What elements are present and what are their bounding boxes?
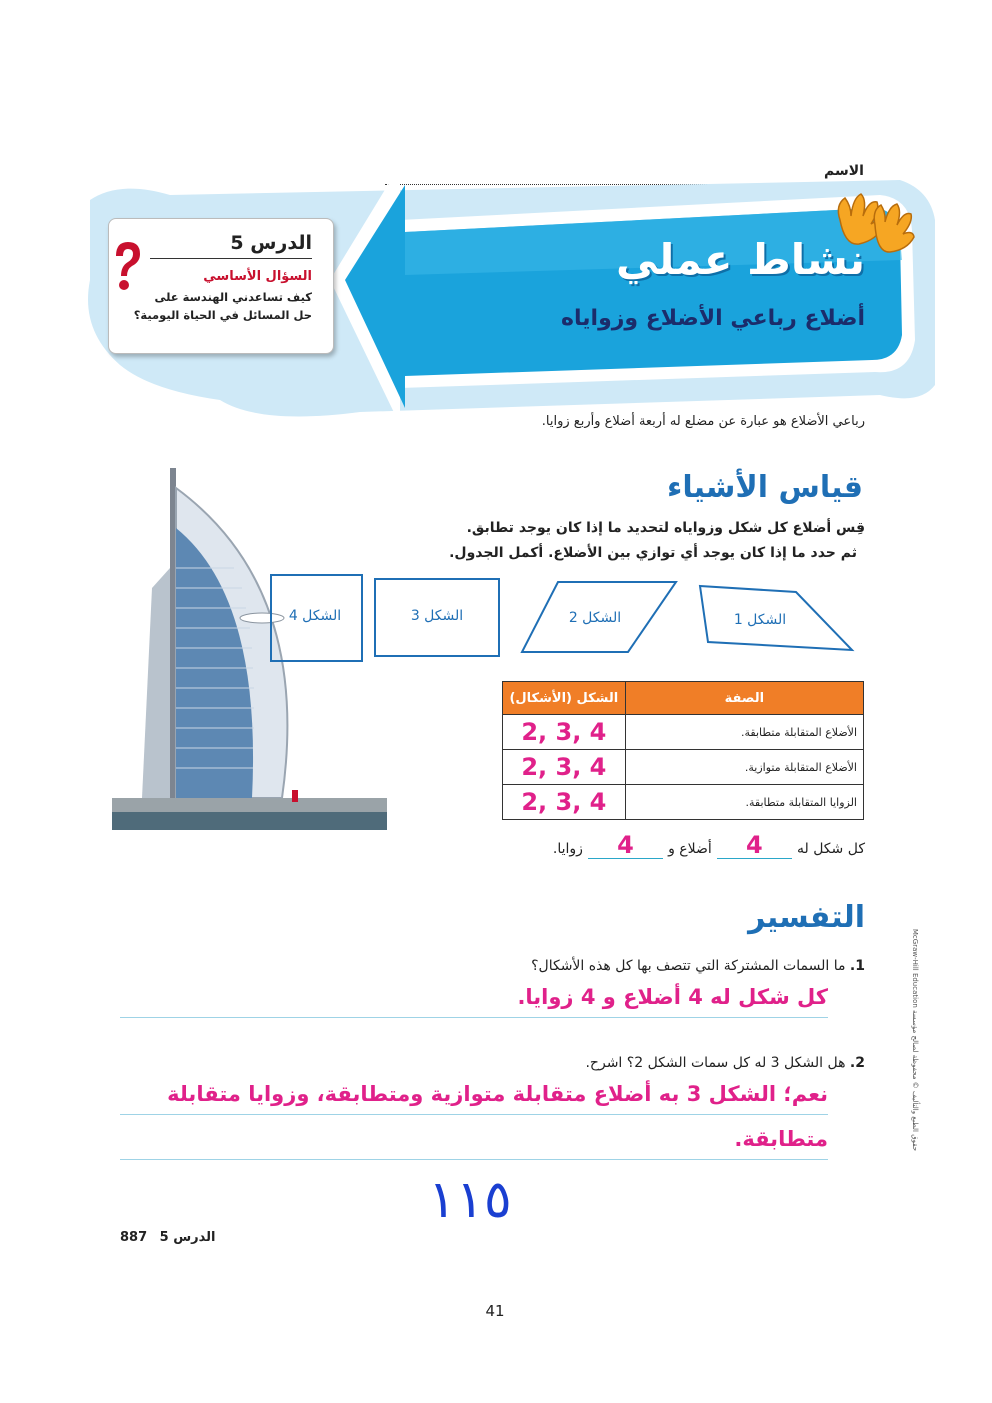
- row-1-answer[interactable]: 2, 3, 4: [503, 715, 626, 750]
- properties-table: [502, 681, 864, 820]
- sentence-answer2[interactable]: 4: [588, 832, 663, 859]
- sentence-answer1[interactable]: 4: [717, 832, 792, 859]
- row-3-property: الزوايا المتقابلة متطابقة.: [625, 785, 863, 820]
- shape-4-label: الشكل 4: [288, 608, 342, 624]
- header-shapes: الشكل (الأشكال): [503, 682, 626, 715]
- essential-question-line1: كيف تساعدني الهندسة على: [154, 290, 312, 304]
- instruction-line1: قِس أضلاع كل شكل وزواياه لتحديد ما إذا كان يوجد تطابق.: [466, 520, 865, 536]
- copyright-text: حقوق الطبع والتأليف © محفوظة لصالح مؤسسة McGraw-Hill Education: [911, 928, 919, 1152]
- answer-1[interactable]: كل شكل له 4 أضلاع و 4 زوايا.: [120, 985, 828, 1018]
- row-2-property: الأضلاع المتقابلة متوازية.: [625, 750, 863, 785]
- shape-3-label: الشكل 3: [410, 608, 464, 624]
- question-2-number: 2.: [849, 1055, 865, 1071]
- row-1-property: الأضلاع المتقابلة متطابقة.: [625, 715, 863, 750]
- section-heading-interpretation: التفسير: [748, 900, 865, 935]
- intro-text: رباعي الأضلاع هو عبارة عن مضلع له أربعة أضلاع وأربع زوايا.: [541, 414, 865, 429]
- sentence-part3: زوايا.: [552, 841, 583, 857]
- question-1-text: ما السمات المشتركة التي تتصف بها كل هذه الأشكال؟: [531, 958, 846, 974]
- table-row: [503, 715, 864, 750]
- lesson-divider: [150, 258, 312, 259]
- row-2-answer[interactable]: 2, 3, 4: [503, 750, 626, 785]
- essential-question-label: السؤال الأساسي: [203, 269, 312, 284]
- question-mark-icon: [110, 238, 144, 294]
- activity-subtitle: أضلاع رباعي الأضلاع وزواياه: [561, 306, 865, 331]
- sentence-part2: أضلاع و: [668, 841, 712, 857]
- fill-in-sentence: [510, 832, 865, 862]
- section-heading-measure: قياس الأشياء: [667, 470, 863, 505]
- name-label: الاسم: [824, 163, 864, 179]
- footer-page-code: 887: [120, 1230, 148, 1245]
- shape-2-label: الشكل 2: [568, 610, 622, 626]
- answer-2-line1[interactable]: نعم؛ الشكل 3 به أضلاع متقابلة متوازية ومتطابقة، وزوايا متقابلة: [120, 1082, 828, 1115]
- question-1: [400, 958, 865, 974]
- lesson-number: الدرس 5: [230, 232, 312, 254]
- essential-question-line2: حل المسائل في الحياة اليومية؟: [133, 308, 312, 322]
- page-number: 41: [485, 1302, 505, 1320]
- table-row: [503, 785, 864, 820]
- sentence-part1: كل شكل له: [796, 841, 865, 857]
- footer-lesson-label: الدرس 5: [159, 1230, 216, 1245]
- question-2: [400, 1055, 865, 1071]
- footer-lesson-ref: [120, 1230, 216, 1245]
- table-header-row: [503, 682, 864, 715]
- activity-title: نشاط عملي: [615, 235, 865, 284]
- handwritten-number: ١١٥: [428, 1170, 512, 1230]
- row-3-answer[interactable]: 2, 3, 4: [503, 785, 626, 820]
- question-1-number: 1.: [849, 958, 865, 974]
- header-property: الصفة: [625, 682, 863, 715]
- instruction-line2: ثم حدد ما إذا كان يوجد أي توازي بين الأضلاع. أكمل الجدول.: [449, 545, 857, 561]
- question-2-text: هل الشكل 3 له كل سمات الشكل 2؟ اشرح.: [585, 1055, 846, 1071]
- answer-2-line2[interactable]: متطابقة.: [120, 1127, 828, 1160]
- table-row: [503, 750, 864, 785]
- copyright-notice: [905, 910, 925, 1170]
- shape-1-label: الشكل 1: [733, 612, 787, 628]
